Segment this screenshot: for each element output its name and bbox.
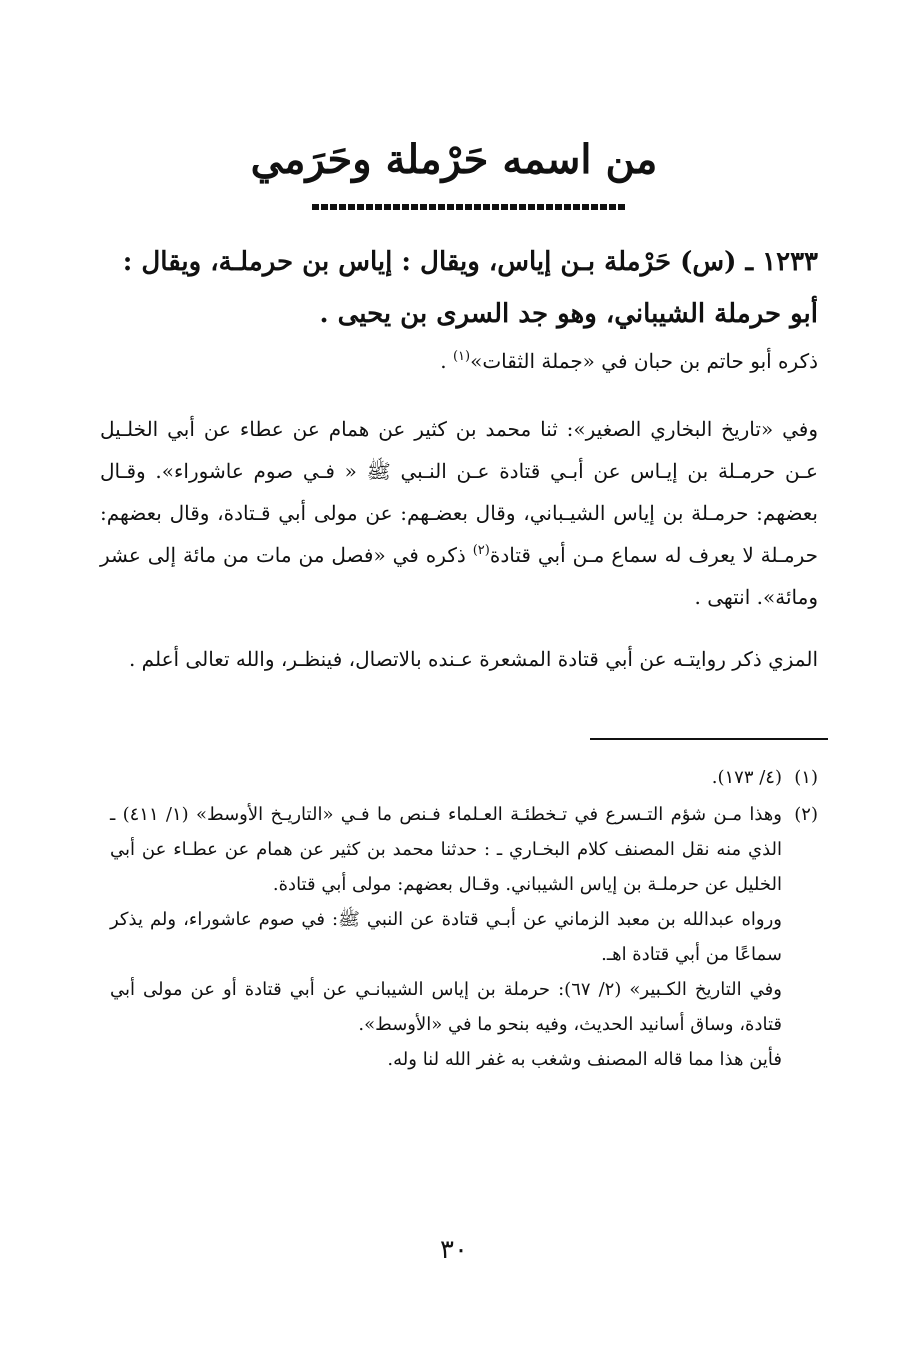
footnote [110, 760, 818, 795]
footnote-body [110, 797, 782, 1077]
entry-line-ibn-hibban [100, 340, 818, 382]
entry-line-text: ذكره أبو حاتم بن حبان في «جملة الثقات» [470, 349, 818, 373]
page-number: ٣٠ [440, 1235, 468, 1265]
footnote-paragraph: (٤/ ١٧٣). [711, 767, 782, 788]
footnote-body [110, 760, 782, 795]
footnote-separator [590, 738, 828, 740]
footnote-ref-2: (٢) [472, 543, 490, 558]
footnote-ref-1: (١) [452, 349, 471, 364]
footnote-paragraph: فأين هذا مما قاله المصنف وشغب به غفر الله لنا وله. [387, 1049, 782, 1070]
footnote-paragraph: وهذا مـن شؤم التـسرع في تـخطئـة العـلماء فـنص ما فـي «التاريـخ الأوسط» (١/ ٤١١) ـ الذي منه نقل المصنف كلام البخـاري ـ : حدثنا محمد بن كثير عن همام عن عطـاء عن أبي الخليل عن حرملـة بن إياس الشيباني. وقـال بعضهم: مولى أبي قتادة. [110, 804, 782, 895]
entry-paragraph-mizzi: المزي ذكر روايتـه عن أبي قتادة المشعرة عـنده بالاتصال، فينظـر، والله تعالى أعلم . [128, 647, 818, 671]
footnote-number: (٢) [794, 804, 818, 825]
footnote-paragraph: وفي التاريخ الكـبير» (٢/ ٦٧): حرملة بن إياس الشيبانـي عن أبي قتادة أو عن مولى أبي قتادة، وساق أسانيد الحديث، وفيه بنحو ما في «الأوسط». [110, 979, 782, 1035]
paragraph-text-continued: ذكره في «فصل من مات من مائة إلى عشر ومائة». انتهى . [100, 543, 818, 609]
title-underline [312, 204, 626, 210]
footnote [110, 797, 818, 1077]
section-title: من اسمه حَرْملة وحَرَمي [250, 136, 658, 183]
entry-paragraph-bukhari [100, 408, 818, 618]
footnote-number: (١) [794, 767, 818, 788]
entry-line-end: . [440, 349, 453, 373]
footnote-paragraph: ورواه عبدالله بن معبد الزماني عن أبـي قتادة عن النبي ﷺ: في صوم عاشوراء، ولم يذكر سماعًا من أبي قتادة اهـ. [110, 909, 782, 965]
footnotes [110, 760, 818, 1077]
paragraph-text: وفي «تاريخ البخاري الصغير»: ثنا محمد بن كثير عن همام عن عطاء عن أبي الخلـيل عـن حرمـلة بن إيـاس عن أبـي قتادة عـن النـبي ﷺ « فـي صوم عاشوراء». وقـال بعضهم: حرمـلة بن إياس الشيـباني، وقال بعضـهم: عن مولى أبي قـتادة، وقال بعضهم: حرمـلة لا يعرف له سماع مـن أبي قتادة [100, 417, 818, 567]
entry-heading: ١٢٣٣ ـ (س) حَرْملة بـن إياس، ويقال : إياس بن حرملـة، ويقال : أبو حرملة الشيباني، وهو جد السرى بن يحيى . [122, 247, 818, 329]
